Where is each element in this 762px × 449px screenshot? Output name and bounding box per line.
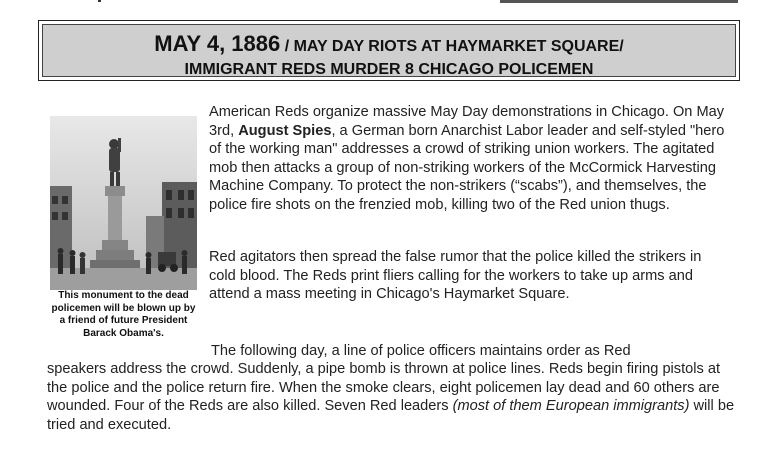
paragraph-3-rest: speakers address the crowd. Suddenly, a pipe bomb is thrown at police lines. Reds begin firing pistols at the police and the police return fire. When the smoke clears, eight policemen lay dead and 60 others are wounded. Four of the Reds are also killed. Seven Red leaders xyxy=(47,361,721,414)
photo-caption: This monument to the dead policemen will be blown up by a friend of future President Barack Obama's. xyxy=(51,290,196,339)
paragraph-3-end: will be tried and executed. xyxy=(47,398,735,433)
headline-subtitle-2: IMMIGRANT REDS MURDER 8 CHICAGO POLICEMEN xyxy=(184,61,594,78)
paragraph-3-first-line: The following day, a line of police officers maintains order as Red xyxy=(211,343,631,359)
monument-photo-icon xyxy=(50,116,197,290)
headline-date: MAY 4, 1886 xyxy=(154,31,281,56)
top-edge-mark xyxy=(98,0,101,2)
paragraph-1-rest: , a German born Anarchist Labor leader and self-styled "hero of the working man" addresses a crowd of striking union workers. The agitated mob then attacks a group of non-striking workers of the McCormick Harvesting Machine Company. To protect the non-strikers (“scabs”), and themselves, the police fire shots on the frenzied mob, killing two of the Red union thugs. xyxy=(209,122,725,213)
paragraph-2: Red agitators then spread the false rumor that the police killed the strikers in cold blood. The Reds print fliers calling for the workers to take up arms and attend a mass meeting in Chicago's Haymarket Square. xyxy=(209,249,702,302)
headline-line-1 xyxy=(43,31,735,60)
headline-inner xyxy=(42,24,736,77)
headline-box xyxy=(38,20,740,81)
paragraph-3-italic: (most of them European immigrants) xyxy=(452,398,690,414)
paragraph-1 xyxy=(209,103,729,214)
paragraph-3 xyxy=(47,360,737,434)
august-spies-name: August Spies xyxy=(238,122,332,139)
paragraph-1-intro: American Reds organize massive May Day demonstrations in Chicago. On May 3rd, xyxy=(209,104,725,139)
headline-subtitle-1: / MAY DAY RIOTS AT HAYMARKET SQUARE/ xyxy=(284,38,624,55)
top-edge-bar xyxy=(500,0,738,3)
